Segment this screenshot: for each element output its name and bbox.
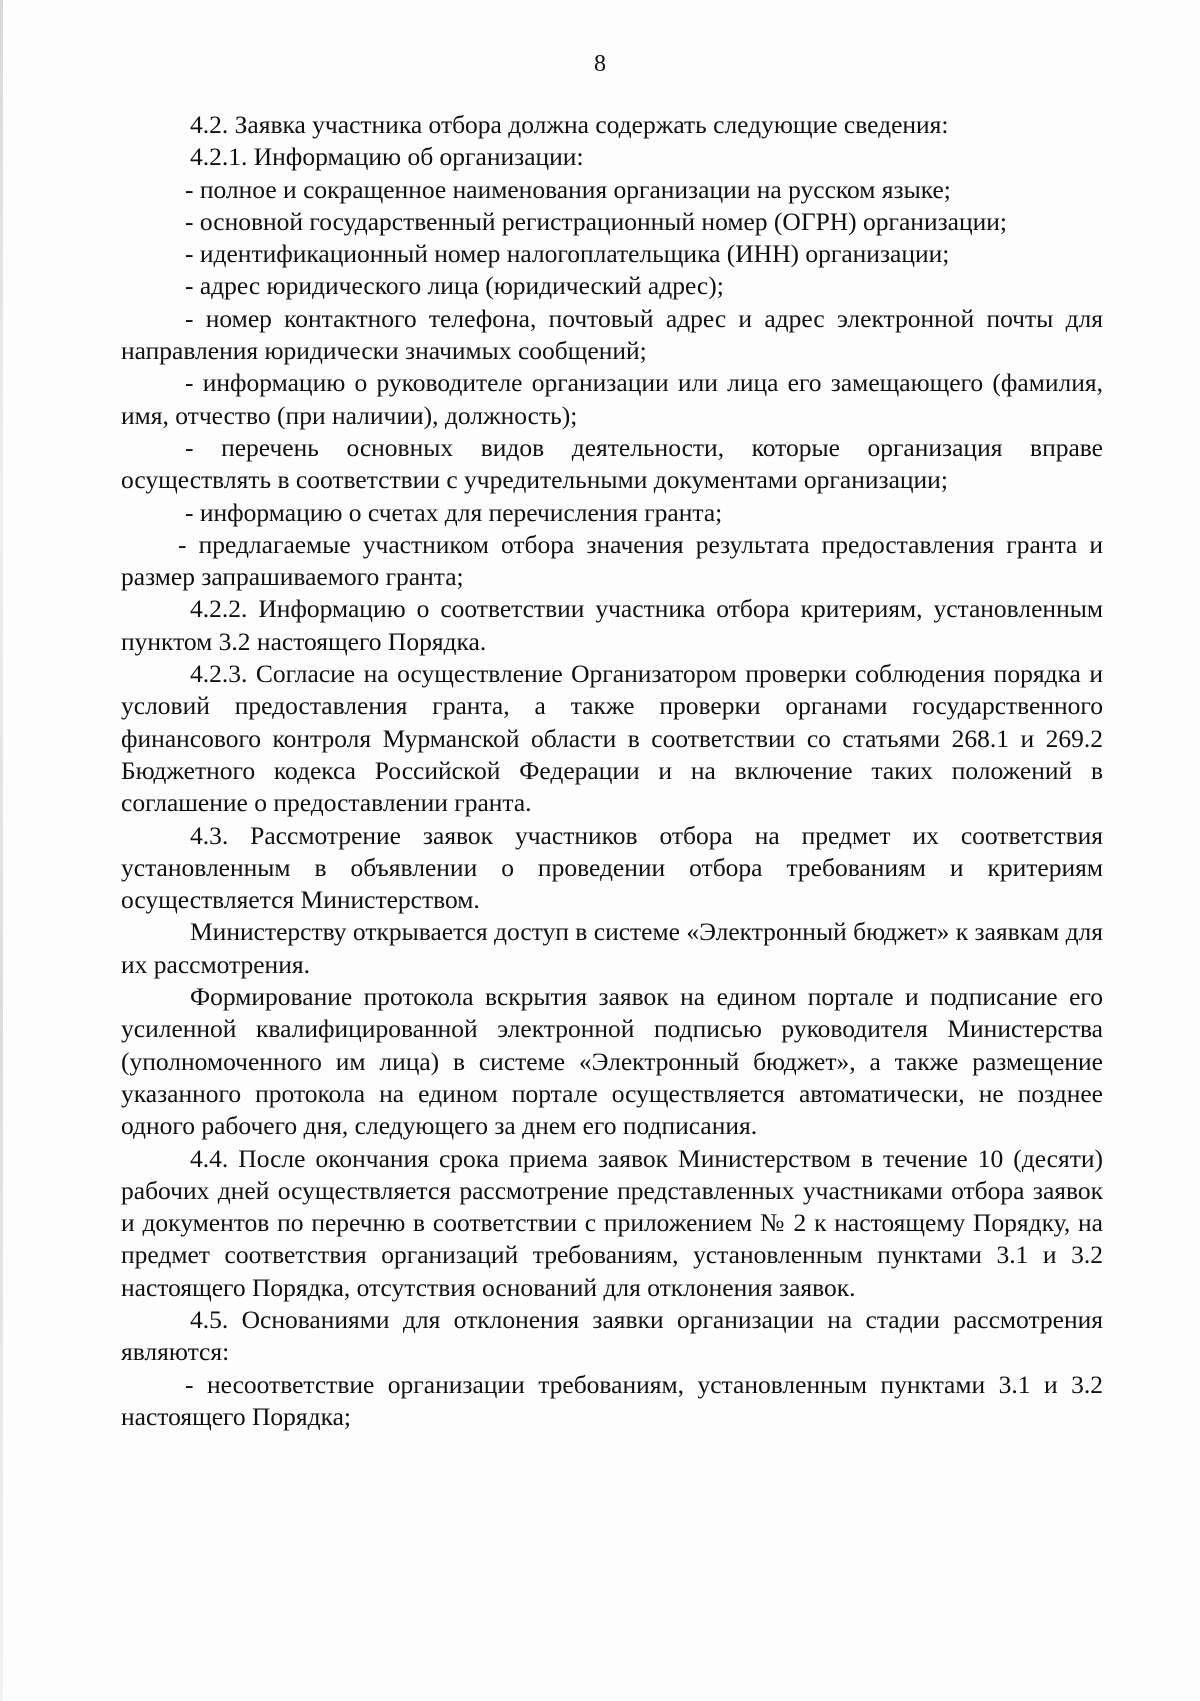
list-item: - информацию о счетах для перечисления гранта; — [185, 497, 723, 527]
paragraph-4-2: 4.2. Заявка участника отбора должна содержать следующие сведения: — [190, 110, 949, 139]
paragraph-4-5: 4.5. Основаниями для отклонения заявки организации на стадии рассмотрения являются: — [121, 1304, 1103, 1367]
list-item: - несоответствие организации требованиям, установленным пунктами 3.1 и 3.2 настоящего Порядка; — [121, 1369, 1103, 1431]
list-item: - идентификационный номер налогоплательщика (ИНН) организации; — [185, 239, 950, 269]
list-item: - предлагаемые участником отбора значения результата предоставления гранта и размер запрашиваемого гранта; — [121, 529, 1103, 592]
paragraph-4-4: 4.4. После окончания срока приема заявок Министерством в течение 10 (десяти) рабочих дней осуществляется рассмотрение представленных участниками отбора заявок и документов по перечню в соответствии с приложением № 2 к настоящему Порядку, на предмет соответствия организаций требованиям, установленным пунктами 3.1 и 3.2 настоящего Порядка, отсутствия оснований для отклонения заявок. — [121, 1143, 1103, 1302]
paragraph-4-2-1: 4.2.1. Информацию об организации: — [190, 142, 584, 172]
scan-edge — [0, 0, 3, 1701]
paragraph-4-3: 4.3. Рассмотрение заявок участников отбора на предмет их соответствия установленным в объявлении о проведении отбора требованиям и критериям осуществляется Министерством. — [121, 820, 1103, 915]
paragraph-protocol: Формирование протокола вскрытия заявок на едином портале и подписание его усиленной квалифицированной электронной подписью руководителя Министерства (уполномоченного им лица) в системе «Электронный бюджет», а также размещение указанного протокола на едином портале осуществляется автоматически, не позднее одного рабочего дня, следующего за днем его подписания. — [121, 982, 1103, 1141]
list-item: - основной государственный регистрационный номер (ОГРН) организации; — [185, 206, 1008, 236]
document-body — [121, 109, 1103, 1433]
list-item: - полное и сокращенное наименования организации на русском языке; — [185, 174, 951, 204]
paragraph-ministry-access: Министерству открывается доступ в системе «Электронный бюджет» к заявкам для их рассмотрения. — [121, 917, 1103, 979]
list-item: - перечень основных видов деятельности, которые организация вправе осуществлять в соответствии с учредительными документами организации; — [121, 432, 1103, 495]
page-number: 8 — [594, 51, 606, 77]
list-item: - адрес юридического лица (юридический адрес); — [185, 271, 724, 301]
paragraph-4-2-2: 4.2.2. Информацию о соответствии участника отбора критериям, установленным пунктом 3.2 настоящего Порядка. — [121, 594, 1103, 656]
list-item: - информацию о руководителе организации или лица его замещающего (фамилия, имя, отчество (при наличии), должность); — [121, 368, 1103, 430]
list-item: - номер контактного телефона, почтовый адрес и адрес электронной почты для направления юридически значимых сообщений; — [121, 303, 1103, 366]
paragraph-4-2-3: 4.2.3. Согласие на осуществление Организатором проверки соблюдения порядка и условий предоставления гранта, а также проверки органами государственного финансового контроля Мурманской области в соответствии со статьями 268.1 и 269.2 Бюджетного кодекса Российской Федерации и на включение таких положений в соглашение о предоставлении гранта. — [121, 659, 1103, 818]
